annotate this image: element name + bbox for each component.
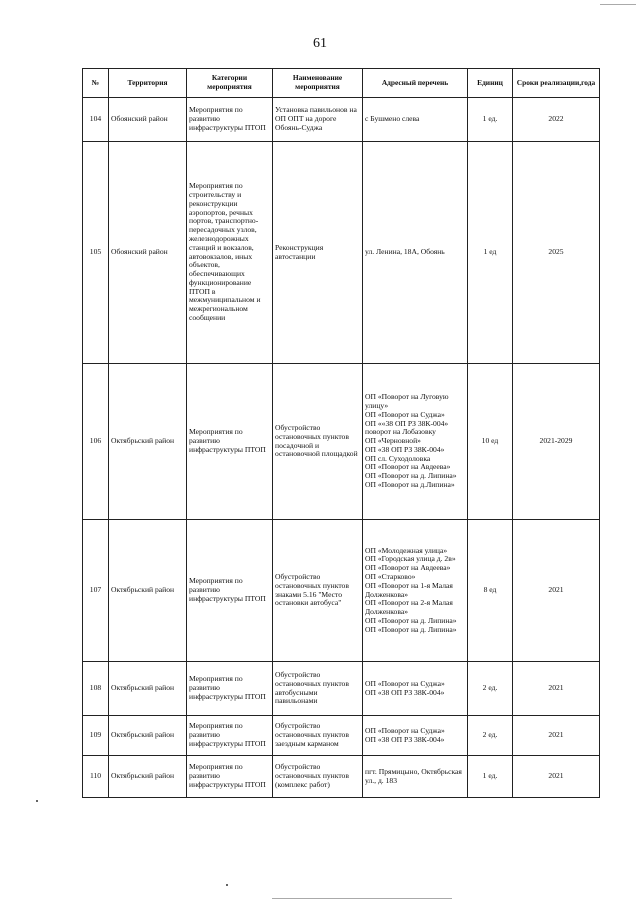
address-item: с Бушмено слева xyxy=(365,114,420,124)
row-territory: Октябрьский район xyxy=(109,756,187,798)
scan-artifact-line xyxy=(600,4,636,5)
address-item: ул. Ленина, 18А, Обоянь xyxy=(365,247,445,257)
row-units: 10 ед xyxy=(468,364,513,520)
table-row xyxy=(83,142,600,364)
address-item: ОП «Поворот на Авдеева» xyxy=(365,563,451,573)
address-item: ОП «Поворот на Суджа» xyxy=(365,409,445,419)
row-number: 109 xyxy=(83,716,109,756)
row-category: Мероприятия по развитию инфраструктуры ПТОП xyxy=(187,716,273,756)
row-number: 105 xyxy=(83,142,109,364)
row-territory: Октябрьский район xyxy=(109,364,187,520)
address-item: ОП «38 ОП РЗ 38К-004» xyxy=(365,687,445,697)
address-item: ОП «Старково» xyxy=(365,571,416,581)
row-term: 2025 xyxy=(513,142,600,364)
row-units: 2 ед. xyxy=(468,662,513,716)
measures-table xyxy=(82,68,600,798)
address-item: ОП ««38 ОП РЗ 38К-004» поворот на Лобазовку xyxy=(365,418,449,437)
address-item: ОП «Поворот на 1-я Малая Долженкова» xyxy=(365,580,453,599)
row-measure-name: Реконструкция автостанции xyxy=(273,142,363,364)
header-row xyxy=(83,69,600,98)
header-address: Адресный перечень xyxy=(363,69,468,98)
row-measure-name: Обустройство остановочных пунктов заездным карманом xyxy=(273,716,363,756)
address-item: ОП «Поворот на д. Липина» xyxy=(365,624,457,634)
address-item: ОП «Поворот на д.Липина» xyxy=(365,480,455,490)
row-address-list xyxy=(363,364,468,520)
row-category: Мероприятия по развитию инфраструктуры ПТОП xyxy=(187,520,273,662)
row-territory: Обоянский район xyxy=(109,98,187,142)
row-territory: Октябрьский район xyxy=(109,662,187,716)
row-term: 2021 xyxy=(513,662,600,716)
row-units: 1 ед xyxy=(468,142,513,364)
row-category: Мероприятия по развитию инфраструктуры ПТОП xyxy=(187,98,273,142)
row-number: 110 xyxy=(83,756,109,798)
header-unit: Единиц xyxy=(468,69,513,98)
row-category: Мероприятия по развитию инфраструктуры ПТОП xyxy=(187,756,273,798)
row-territory: Октябрьский район xyxy=(109,716,187,756)
header-name: Наименование мероприятия xyxy=(273,69,363,98)
scan-artifact-line xyxy=(272,898,452,899)
address-item: ОП «38 ОП РЗ 38К-004» xyxy=(365,734,445,744)
address-item: ОП «Поворот на Луговую улицу» xyxy=(365,392,449,410)
address-item: ОП «Поворот на Авдеева» xyxy=(365,462,451,472)
row-address-list xyxy=(363,662,468,716)
address-item: ОП «38 ОП РЗ 38К-004» xyxy=(365,444,445,454)
row-number: 104 xyxy=(83,98,109,142)
header-term: Сроки реализации,года xyxy=(513,69,600,98)
header-territory: Территория xyxy=(109,69,187,98)
table-row xyxy=(83,520,600,662)
table-row xyxy=(83,364,600,520)
address-item: ОП «Поворот на д. Липина» xyxy=(365,615,457,625)
header-num: № xyxy=(83,69,109,98)
row-measure-name: Установка павильонов на ОП ОПТ на дороге Обоянь-Суджа xyxy=(273,98,363,142)
row-territory: Октябрьский район xyxy=(109,520,187,662)
address-item: ОП «Поворот на Суджа» xyxy=(365,725,445,735)
address-item: ОП «Поворот на 2-я Малая Долженкова» xyxy=(365,598,453,617)
row-measure-name: Обустройство остановочных пунктов посадочной и остановочной площадкой xyxy=(273,364,363,520)
row-term: 2022 xyxy=(513,98,600,142)
row-units: 1 ед. xyxy=(468,756,513,798)
row-term: 2021 xyxy=(513,716,600,756)
row-term: 2021-2029 xyxy=(513,364,600,520)
scan-dot xyxy=(226,884,228,886)
row-measure-name: Обустройство остановочных пунктов автобусными павильонами xyxy=(273,662,363,716)
row-address-list xyxy=(363,716,468,756)
row-units: 1 ед. xyxy=(468,98,513,142)
address-item: ОП «Молодежная улица» xyxy=(365,545,448,555)
row-territory: Обоянский район xyxy=(109,142,187,364)
row-units: 2 ед. xyxy=(468,716,513,756)
header-category: Категории мероприятия xyxy=(187,69,273,98)
row-term: 2021 xyxy=(513,520,600,662)
row-address-list xyxy=(363,142,468,364)
row-category: Мероприятия по развитию инфраструктуры ПТОП xyxy=(187,364,273,520)
row-address-list xyxy=(363,520,468,662)
row-address-list xyxy=(363,98,468,142)
table-row xyxy=(83,756,600,798)
row-term: 2021 xyxy=(513,756,600,798)
address-item: ОП сл. Суходоловка xyxy=(365,453,431,463)
address-item: ОП «Городская улица д. 2в» xyxy=(365,554,456,564)
address-item: пгт. Прямицыно, Октябрьская ул., д. 183 xyxy=(365,766,462,785)
address-item: ОП «Черновной» xyxy=(365,436,421,446)
table-row xyxy=(83,98,600,142)
row-measure-name: Обустройство остановочных пунктов знаками 5.16 "Место остановки автобуса" xyxy=(273,520,363,662)
row-address-list xyxy=(363,756,468,798)
row-number: 106 xyxy=(83,364,109,520)
row-number: 108 xyxy=(83,662,109,716)
row-category: Мероприятия по развитию инфраструктуры ПТОП xyxy=(187,662,273,716)
table-row xyxy=(83,662,600,716)
scan-dot xyxy=(36,800,38,802)
table-row xyxy=(83,716,600,756)
page-number: 61 xyxy=(313,36,327,51)
row-units: 8 ед xyxy=(468,520,513,662)
address-item: ОП «Поворот на Суджа» xyxy=(365,678,445,688)
row-category: Мероприятия по строительству и реконструкции аэропортов, речных портов, транспортно-пересадочных узлов, железнодорожных станций и вокзалов, автовокзалов, иных объектов, обеспечивающих функционирование ПТОП в межмуниципальном и межрегиональном сообщении xyxy=(187,142,273,364)
row-number: 107 xyxy=(83,520,109,662)
address-item: ОП «Поворот на д. Липина» xyxy=(365,471,457,481)
row-measure-name: Обустройство остановочных пунктов (комплекс работ) xyxy=(273,756,363,798)
